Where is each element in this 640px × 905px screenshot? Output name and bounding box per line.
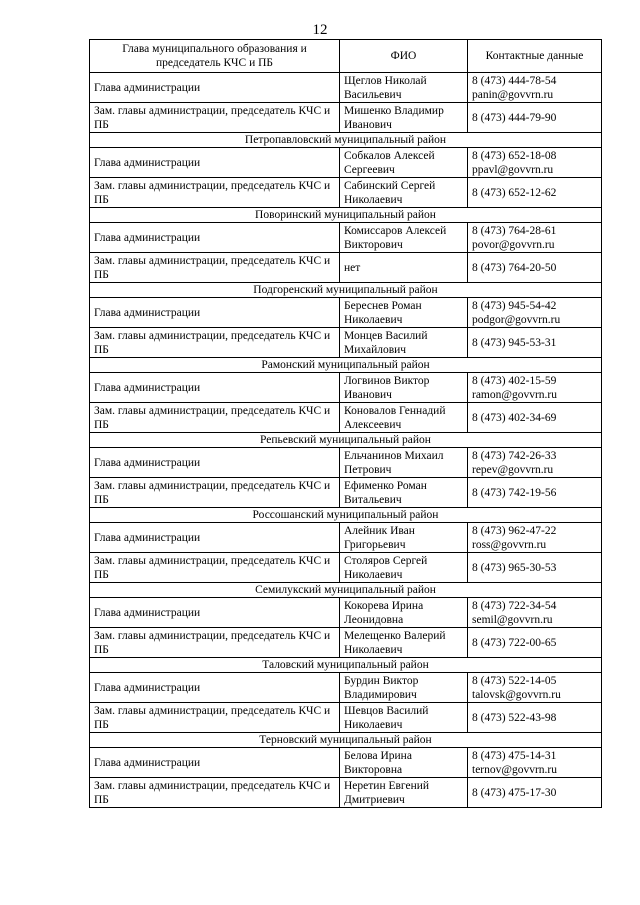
phone-number: 8 (473) 742-26-33 <box>472 449 557 462</box>
email-address: semil@govvrn.ru <box>472 613 553 626</box>
fio-cell: Логвинов Виктор Иванович <box>340 373 468 403</box>
email-address: ternov@govvrn.ru <box>472 763 558 776</box>
phone-number: 8 (473) 945-54-42 <box>472 299 557 312</box>
table-row <box>90 598 602 628</box>
table-row <box>90 178 602 208</box>
position-cell: Зам. главы администрации, председатель КЧС и ПБ <box>90 703 340 733</box>
table-body <box>90 73 602 808</box>
district-name: Терновский муниципальный район <box>90 733 602 748</box>
district-row <box>90 433 602 448</box>
phone-number: 8 (473) 722-34-54 <box>472 599 557 612</box>
phone-number: 8 (473) 945-53-31 <box>472 336 557 349</box>
email-address: repev@govvrn.ru <box>472 463 554 476</box>
fio-cell: Комиссаров Алексей Викторович <box>340 223 468 253</box>
fio-cell: Береснев Роман Николаевич <box>340 298 468 328</box>
table-row <box>90 703 602 733</box>
contact-cell <box>468 73 602 103</box>
district-row <box>90 208 602 223</box>
email-address: ross@govvrn.ru <box>472 538 547 551</box>
position-cell: Глава администрации <box>90 673 340 703</box>
contacts-table <box>89 39 602 808</box>
position-cell: Зам. главы администрации, председатель КЧС и ПБ <box>90 403 340 433</box>
contact-cell <box>468 328 602 358</box>
district-name: Рамонский муниципальный район <box>90 358 602 373</box>
fio-cell: Неретин Евгений Дмитриевич <box>340 778 468 808</box>
header-fio: ФИО <box>340 40 468 73</box>
phone-number: 8 (473) 764-28-61 <box>472 224 557 237</box>
district-name: Россошанский муниципальный район <box>90 508 602 523</box>
fio-cell: Столяров Сергей Николаевич <box>340 553 468 583</box>
header-position: Глава муниципального образования и председатель КЧС и ПБ <box>90 40 340 73</box>
table-row <box>90 523 602 553</box>
position-cell: Зам. главы администрации, председатель КЧС и ПБ <box>90 253 340 283</box>
table-row <box>90 748 602 778</box>
phone-number: 8 (473) 652-12-62 <box>472 186 557 199</box>
fio-cell: Алейник Иван Григорьевич <box>340 523 468 553</box>
district-name: Семилукский муниципальный район <box>90 583 602 598</box>
table-row <box>90 778 602 808</box>
table-row <box>90 448 602 478</box>
fio-cell: Шевцов Василий Николаевич <box>340 703 468 733</box>
table-row <box>90 253 602 283</box>
contact-cell <box>468 373 602 403</box>
position-cell: Глава администрации <box>90 748 340 778</box>
phone-number: 8 (473) 402-15-59 <box>472 374 557 387</box>
table-header-row <box>90 40 602 73</box>
phone-number: 8 (473) 722-00-65 <box>472 636 557 649</box>
district-row <box>90 133 602 148</box>
phone-number: 8 (473) 475-17-30 <box>472 786 557 799</box>
fio-cell: Мишенко Владимир Иванович <box>340 103 468 133</box>
fio-cell: Щеглов Николай Васильевич <box>340 73 468 103</box>
email-address: ppavl@govvrn.ru <box>472 163 554 176</box>
table-row <box>90 148 602 178</box>
phone-number: 8 (473) 742-19-56 <box>472 486 557 499</box>
district-name: Петропавловский муниципальный район <box>90 133 602 148</box>
contact-cell <box>468 148 602 178</box>
position-cell: Зам. главы администрации, председатель КЧС и ПБ <box>90 778 340 808</box>
table-row <box>90 373 602 403</box>
table-row <box>90 223 602 253</box>
district-row <box>90 733 602 748</box>
phone-number: 8 (473) 764-20-50 <box>472 261 557 274</box>
fio-cell: Белова Ирина Викторовна <box>340 748 468 778</box>
position-cell: Зам. главы администрации, председатель КЧС и ПБ <box>90 178 340 208</box>
page-number: 12 <box>312 22 328 38</box>
position-cell: Глава администрации <box>90 373 340 403</box>
fio-cell: Собкалов Алексей Сергеевич <box>340 148 468 178</box>
email-address: podgor@govvrn.ru <box>472 313 561 326</box>
district-row <box>90 658 602 673</box>
position-cell: Глава администрации <box>90 73 340 103</box>
position-cell: Глава администрации <box>90 148 340 178</box>
phone-number: 8 (473) 965-30-53 <box>472 561 557 574</box>
contact-cell <box>468 223 602 253</box>
phone-number: 8 (473) 444-79-90 <box>472 111 557 124</box>
district-name: Подгоренский муниципальный район <box>90 283 602 298</box>
email-address: povor@govvrn.ru <box>472 238 555 251</box>
phone-number: 8 (473) 444-78-54 <box>472 74 557 87</box>
phone-number: 8 (473) 475-14-31 <box>472 749 557 762</box>
fio-cell: Ефименко Роман Витальевич <box>340 478 468 508</box>
district-row <box>90 508 602 523</box>
contact-cell <box>468 748 602 778</box>
header-contacts: Контактные данные <box>468 40 602 73</box>
contact-cell <box>468 448 602 478</box>
contact-cell <box>468 178 602 208</box>
table-row <box>90 673 602 703</box>
fio-cell: нет <box>340 253 468 283</box>
fio-cell: Бурдин Виктор Владимирович <box>340 673 468 703</box>
phone-number: 8 (473) 652-18-08 <box>472 149 557 162</box>
fio-cell: Ельчанинов Михаил Петрович <box>340 448 468 478</box>
position-cell: Зам. главы администрации, председатель КЧС и ПБ <box>90 553 340 583</box>
contact-cell <box>468 478 602 508</box>
email-address: talovsk@govvrn.ru <box>472 688 561 701</box>
position-cell: Глава администрации <box>90 223 340 253</box>
contact-cell <box>468 703 602 733</box>
table-row <box>90 628 602 658</box>
email-address: panin@govvrn.ru <box>472 88 554 101</box>
position-cell: Зам. главы администрации, председатель КЧС и ПБ <box>90 628 340 658</box>
contact-cell <box>468 298 602 328</box>
contact-cell <box>468 778 602 808</box>
position-cell: Зам. главы администрации, председатель КЧС и ПБ <box>90 103 340 133</box>
phone-number: 8 (473) 962-47-22 <box>472 524 557 537</box>
phone-number: 8 (473) 522-14-05 <box>472 674 557 687</box>
fio-cell: Коновалов Геннадий Алексеевич <box>340 403 468 433</box>
email-address: ramon@govvrn.ru <box>472 388 558 401</box>
phone-number: 8 (473) 402-34-69 <box>472 411 557 424</box>
fio-cell: Мелещенко Валерий Николаевич <box>340 628 468 658</box>
district-row <box>90 283 602 298</box>
contact-cell <box>468 628 602 658</box>
district-row <box>90 358 602 373</box>
contact-cell <box>468 523 602 553</box>
district-name: Поворинский муниципальный район <box>90 208 602 223</box>
contact-cell <box>468 253 602 283</box>
contact-cell <box>468 403 602 433</box>
contact-cell <box>468 598 602 628</box>
position-cell: Глава администрации <box>90 448 340 478</box>
fio-cell: Кокорева Ирина Леонидовна <box>340 598 468 628</box>
contact-cell <box>468 673 602 703</box>
position-cell: Зам. главы администрации, председатель КЧС и ПБ <box>90 328 340 358</box>
phone-number: 8 (473) 522-43-98 <box>472 711 557 724</box>
table-row <box>90 478 602 508</box>
fio-cell: Монцев Василий Михайлович <box>340 328 468 358</box>
district-name: Репьевский муниципальный район <box>90 433 602 448</box>
district-row <box>90 583 602 598</box>
table-row <box>90 298 602 328</box>
position-cell: Глава администрации <box>90 298 340 328</box>
position-cell: Глава администрации <box>90 598 340 628</box>
table-row <box>90 403 602 433</box>
contact-cell <box>468 553 602 583</box>
position-cell: Зам. главы администрации, председатель КЧС и ПБ <box>90 478 340 508</box>
table-row <box>90 553 602 583</box>
table-row <box>90 328 602 358</box>
fio-cell: Сабинский Сергей Николаевич <box>340 178 468 208</box>
district-name: Таловский муниципальный район <box>90 658 602 673</box>
contact-cell <box>468 103 602 133</box>
table-row <box>90 73 602 103</box>
table-row <box>90 103 602 133</box>
position-cell: Глава администрации <box>90 523 340 553</box>
